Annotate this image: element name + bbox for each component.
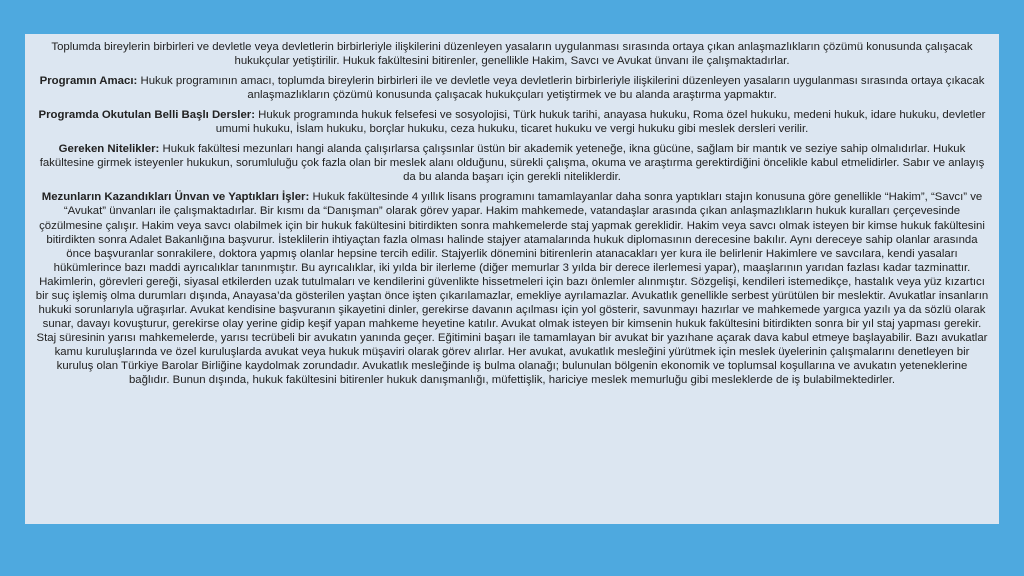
courses-text: Hukuk programında hukuk felsefesi ve sosyolojisi, Türk hukuk tarihi, anayasa hukuku, Roma özel hukuku, medeni hukuk, idare hukuku, devletler umumi hukuku, İslam hukuku, borçlar hukuku, ceza hukuku, ticaret hukuku ve vergi hukuku gibi meslek dersleri verilir.	[215, 109, 986, 136]
graduates-paragraph	[35, 190, 989, 387]
graduates-heading: Mezunların Kazandıkları Ünvan ve Yaptıkları İşler:	[41, 191, 310, 204]
qualifications-heading: Gereken Nitelikler:	[58, 143, 160, 156]
program-purpose-heading: Programın Amacı:	[39, 75, 138, 88]
qualifications-text: Hukuk fakültesi mezunları hangi alanda çalışırlarsa çalışsınlar üstün bir akademik yeteneğe, ikna gücüne, sağlam bir mantık ve seziye sahip olmalıdırlar. Hukuk fakültesine girmek isteyenler hukukun, sorumluluğu çok fazla olan bir meslek alanı olduğunu, sürekli çalışma, okuma ve araştırma gerektirdiğini öncelikle kabul etmelidirler. Sabır ve anlayış da bu alanda başarı için gerekli niteliklerdir.	[39, 143, 985, 184]
intro-paragraph: Toplumda bireylerin birbirleri ve devletle veya devletlerin birbirleriyle ilişkilerini düzenleyen yasaların uygulanması sırasında ortaya çıkan anlaşmazlıkların çözümü konusunda çalışacak hukukçular yetiştirilir. Hukuk fakültesini bitirenler, genellikle Hakim, Savcı ve Avukat ünvanı ile çalışmaktadırlar.	[51, 41, 973, 68]
courses-paragraph	[35, 108, 989, 136]
courses-heading: Programda Okutulan Belli Başlı Dersler:	[38, 109, 256, 122]
program-purpose-paragraph	[35, 74, 989, 102]
graduates-text: Hukuk fakültesinde 4 yıllık lisans programını tamamlayanlar daha sonra yaptıkları stajın konusuna göre genellikle “Hakim”, “Savcı” ve “Avukat” ünvanları ile çalışmaktadırlar. Bir kısmı da “Danışman” olarak görev yapar. Hakim mahkemede, vatandaşlar arasında çıkan anlaşmazlıkların hukuk kuralları çerçevesinde çözülmesine çalışır. Hakim veya savcı olabilmek için bir hukuk fakültesini bitirdikten sonra mahkemelerde staj yapmak gereklidir. Hakim veya savcı olmak isteyen bir kimse hukuk fakültesini bitirdikten sonra Adalet Bakanlığına başvurur. İsteklilerin ihtiyaçtan fazla olması halinde stajyer atamalarında hukuk diplomasının derecesine bakılır. Aynı dereceye sahip olanlar arasında önce başvuranlar sonrakilere, doktora yapmış olanlar hepsine tercih edilir. Stajyerlik dönemini bitirenlerin atanacakları yer kura ile belirlenir Hakimlere ve savcılara, kendi yasaları hükümlerince bazı maddi ayrıcalıklar tanınmıştır. Bu ayrıcalıklar, iki yılda bir ilerleme (diğer memurlar 3 yılda bir derece ilerlemesi yapar), maaşlarının yarıdan fazlası kadar tazminattır. Hakimlerin, görevleri gereği, siyasal etkilerden uzak tutulmaları ve kendilerini güvenlikte hissetmeleri için bazı önlemler alınmıştır. Sözgelişi, kendileri istemedikçe, hastalık veya yüz kızartıcı bir suç işlemiş olma durumları dışında, Anayasa’da gösterilen yaştan önce işten çıkarılamazlar, emekliye ayrılamazlar. Avukatlık genellikle serbest yürütülen bir meslektir. Avukatlar insanların hukuki sorunlarıyla uğraşırlar. Avukat kendisine başvuranın şikayetini dinler, gerekirse davanın açılması için yol gösterir, savunmayı hazırlar ve mahkemede yargıca yazılı ya da sözlü olarak sunar, davayı kovuşturur, gerekirse olay yerine gidip keşif yapan mahkeme heyetine katılır. Avukat olmak isteyen bir kimsenin hukuk fakültesini bitirdikten sonra bir yıl staj yapması gerekir. Staj süresinin yarısı mahkemelerde, yarısı tecrübeli bir avukatın yanında geçer. Eğitimini başarı ile tamamlayan bir avukat bir yazıhane açarak dava kabul etmeye başlayabilir. Bazı avukatlar kamu kuruluşlarında ve özel kuruluşlarda avukat veya hukuk müşaviri olarak görev alırlar. Her avukat, avukatlık mesleğini yürütmek için meslek üyelerinin çalışmalarını denetleyen bir kuruluş olan Türkiye Barolar Birliğine kaydolmak zorundadır. Avukatlık mesleğinde iş bulma olanağı; bulunulan bölgenin ekonomik ve toplumsal koşullarına ve avukatın yeteneklerine bağlıdır. Bunun dışında, hukuk fakültesini bitirenler hukuk danışmanlığı, müfettişlik, hariciye meslek memurluğu gibi mesleklerde de iş bulabilmektedirler.	[35, 191, 989, 387]
program-purpose-text: Hukuk programının amacı, toplumda bireylerin birbirleri ile ve devletle veya devletlerin birbirleriyle ilişkilerini düzenleyen yasaların uygulanması sırasında ortaya çıkacak anlaşmazlıkların çözümü konusunda çalışacak hukukçuları yetiştirmek ve bu alanda araştırma yapmaktır.	[137, 75, 985, 102]
qualifications-paragraph	[35, 142, 989, 184]
text-box	[25, 34, 999, 524]
